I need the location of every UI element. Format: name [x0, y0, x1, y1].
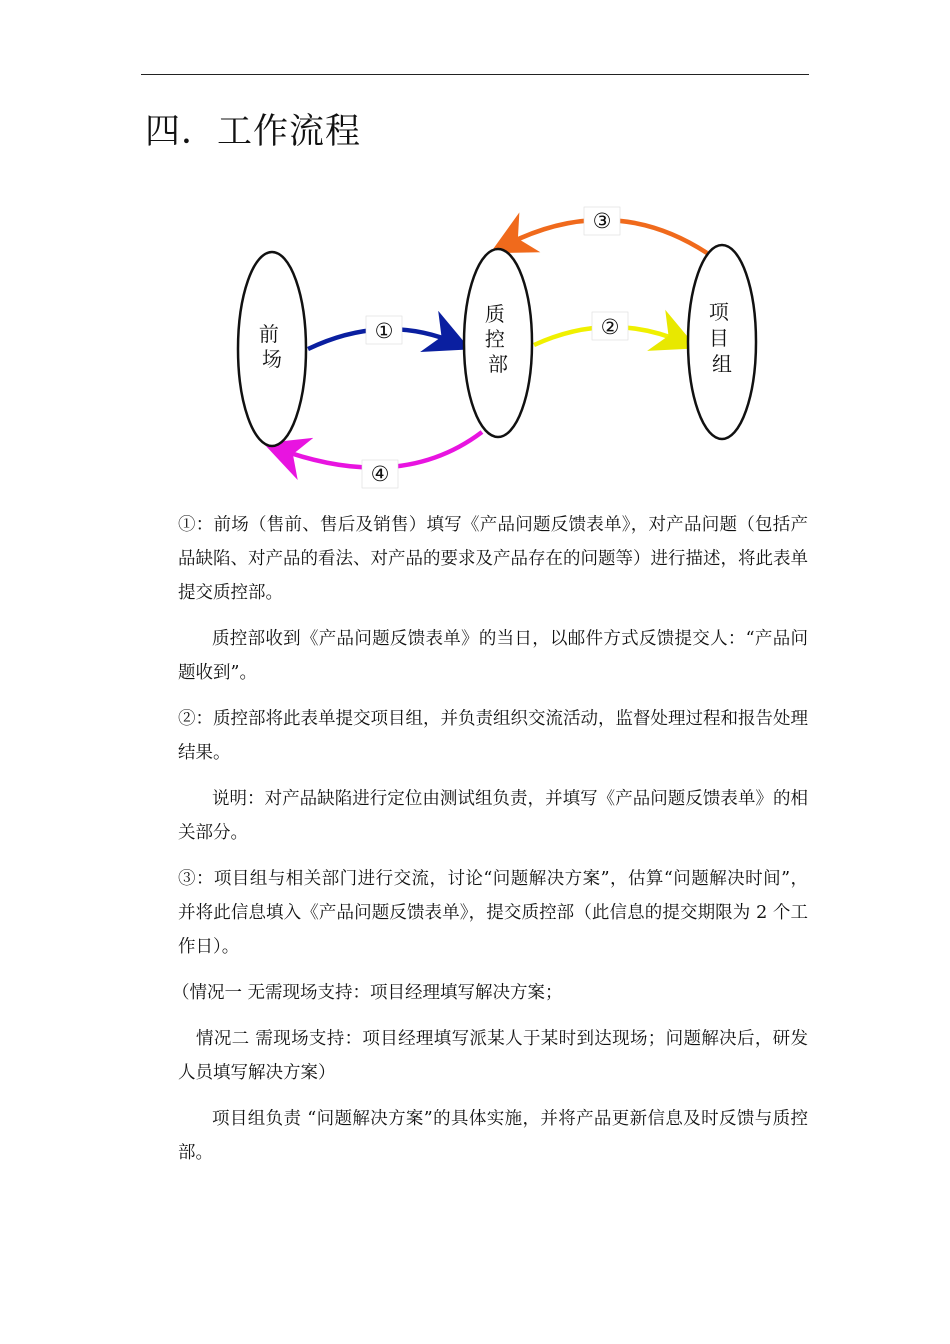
node-front-char: 场	[262, 347, 282, 371]
paragraph-step-2: ②：质控部将此表单提交项目组，并负责组织交流活动，监督处理过程和报告处理结果。	[178, 709, 808, 763]
node-qc-char: 部	[488, 352, 508, 376]
paragraph-case-2: 情况二 需现场支持：项目经理填写派某人于某时到达现场；问题解决后，研发人员填写解决方案）	[178, 1029, 808, 1083]
node-project-label	[709, 300, 735, 376]
step-1-label: ①	[374, 319, 394, 343]
step-2-label: ②	[600, 315, 620, 339]
node-front-label	[259, 322, 285, 371]
node-qc-label	[485, 302, 511, 376]
paragraph-implementation: 项目组负责 “问题解决方案”的具体实施，并将产品更新信息及时反馈与质控部。	[178, 1109, 808, 1163]
step-3-label: ③	[592, 209, 612, 233]
paragraph-note: 说明：对产品缺陷进行定位由测试组负责，并填写《产品问题反馈表单》的相关部分。	[178, 789, 808, 843]
workflow-diagram	[0, 0, 950, 500]
paragraph-case-1: （情况一 无需现场支持：项目经理填写解决方案；	[172, 983, 563, 1003]
paragraph-qc-receipt: 质控部收到《产品问题反馈表单》的当日，以邮件方式反馈提交人：“产品问题收到”。	[178, 629, 808, 683]
body-text	[172, 508, 808, 1182]
node-front-char: 前	[258, 322, 279, 346]
section-heading: 四．工作流程	[145, 112, 362, 152]
node-project-char: 目	[708, 326, 729, 350]
node-project-char: 组	[712, 352, 732, 376]
paragraph-step-3: ③：项目组与相关部门进行交流，讨论“问题解决方案”，估算“问题解决时间”，并将此信息填入《产品问题反馈表单》，提交质控部（此信息的提交期限为 2 个工作日）。	[178, 869, 808, 957]
node-qc-char: 控	[484, 327, 505, 351]
node-qc-char: 质	[484, 302, 505, 326]
paragraph-step-1: ①：前场（售前、售后及销售）填写《产品问题反馈表单》，对产品问题（包括产品缺陷、对产品的看法、对产品的要求及产品存在的问题等）进行描述，将此表单提交质控部。	[178, 515, 808, 603]
step-4-label: ④	[370, 462, 390, 486]
node-project-char: 项	[708, 300, 729, 324]
